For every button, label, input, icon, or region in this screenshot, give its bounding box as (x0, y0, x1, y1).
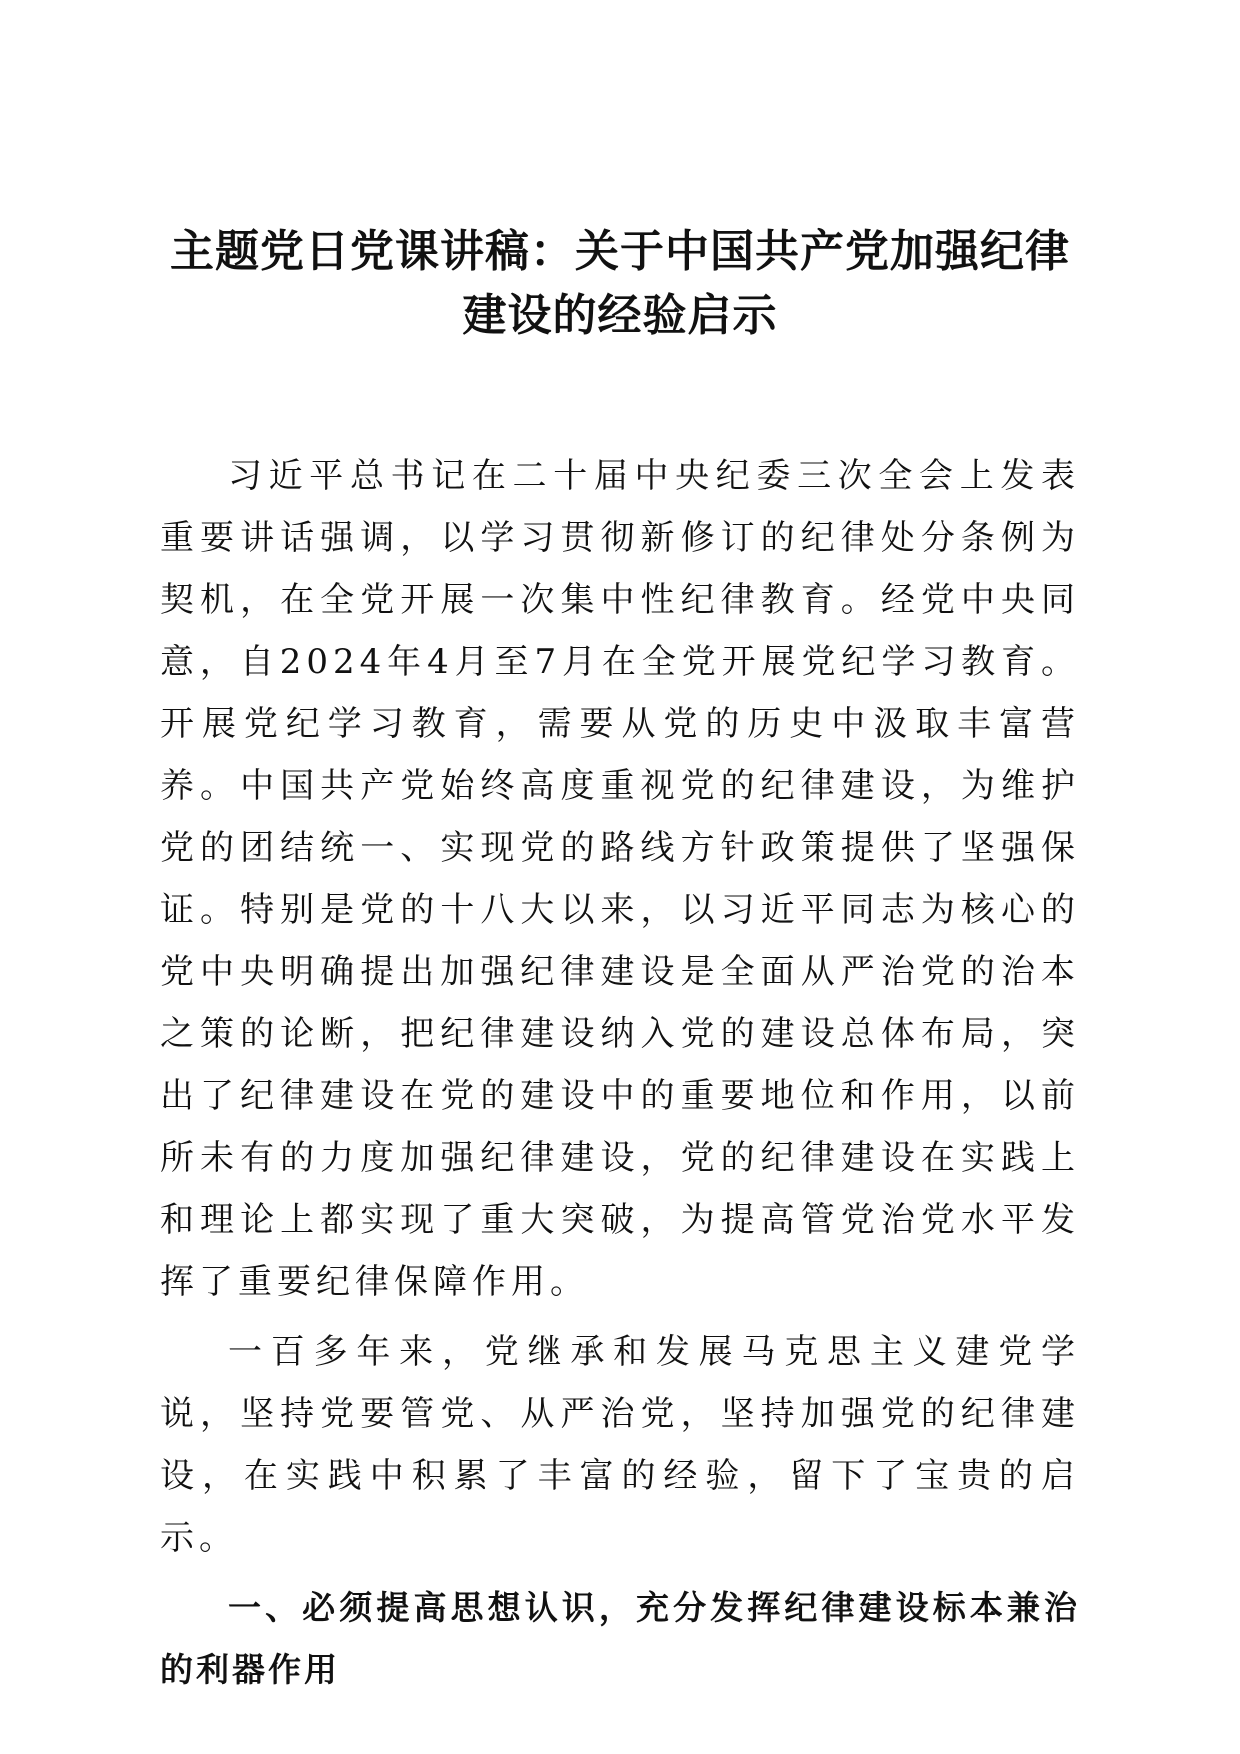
document-title (150, 220, 1090, 348)
title-line-1: 主题党日党课讲稿：关于中国共产党加强纪律 (170, 226, 1070, 277)
section-heading-1: 一、必须提高思想认识，充分发挥纪律建设标本兼治的利器作用 (160, 1588, 1080, 1689)
body-paragraph-1: 习近平总书记在二十届中央纪委三次全会上发表重要讲话强调，以学习贯彻新修订的纪律处分条例为契机，在全党开展一次集中性纪律教育。经党中央同意，自2024年4月至7月在全党开展党纪学习教育。开展党纪学习教育，需要从党的历史中汲取丰富营养。中国共产党始终高度重视党的纪律建设，为维护党的团结统一、实现党的路线方针政策提供了坚强保证。特别是党的十八大以来，以习近平同志为核心的党中央明确提出加强纪律建设是全面从严治党的治本之策的论断，把纪律建设纳入党的建设总体布局，突出了纪律建设在党的建设中的重要地位和作用，以前所未有的力度加强纪律建设，党的纪律建设在实践上和理论上都实现了重大突破，为提高管党治党水平发挥了重要纪律保障作用。 (160, 456, 1080, 1302)
document-body (160, 445, 1080, 1701)
body-paragraph-2: 一百多年来，党继承和发展马克思主义建党学说，坚持党要管党、从严治党，坚持加强党的纪律建设，在实践中积累了丰富的经验，留下了宝贵的启示。 (160, 1332, 1080, 1558)
title-line-2: 建设的经验启示 (462, 290, 778, 341)
